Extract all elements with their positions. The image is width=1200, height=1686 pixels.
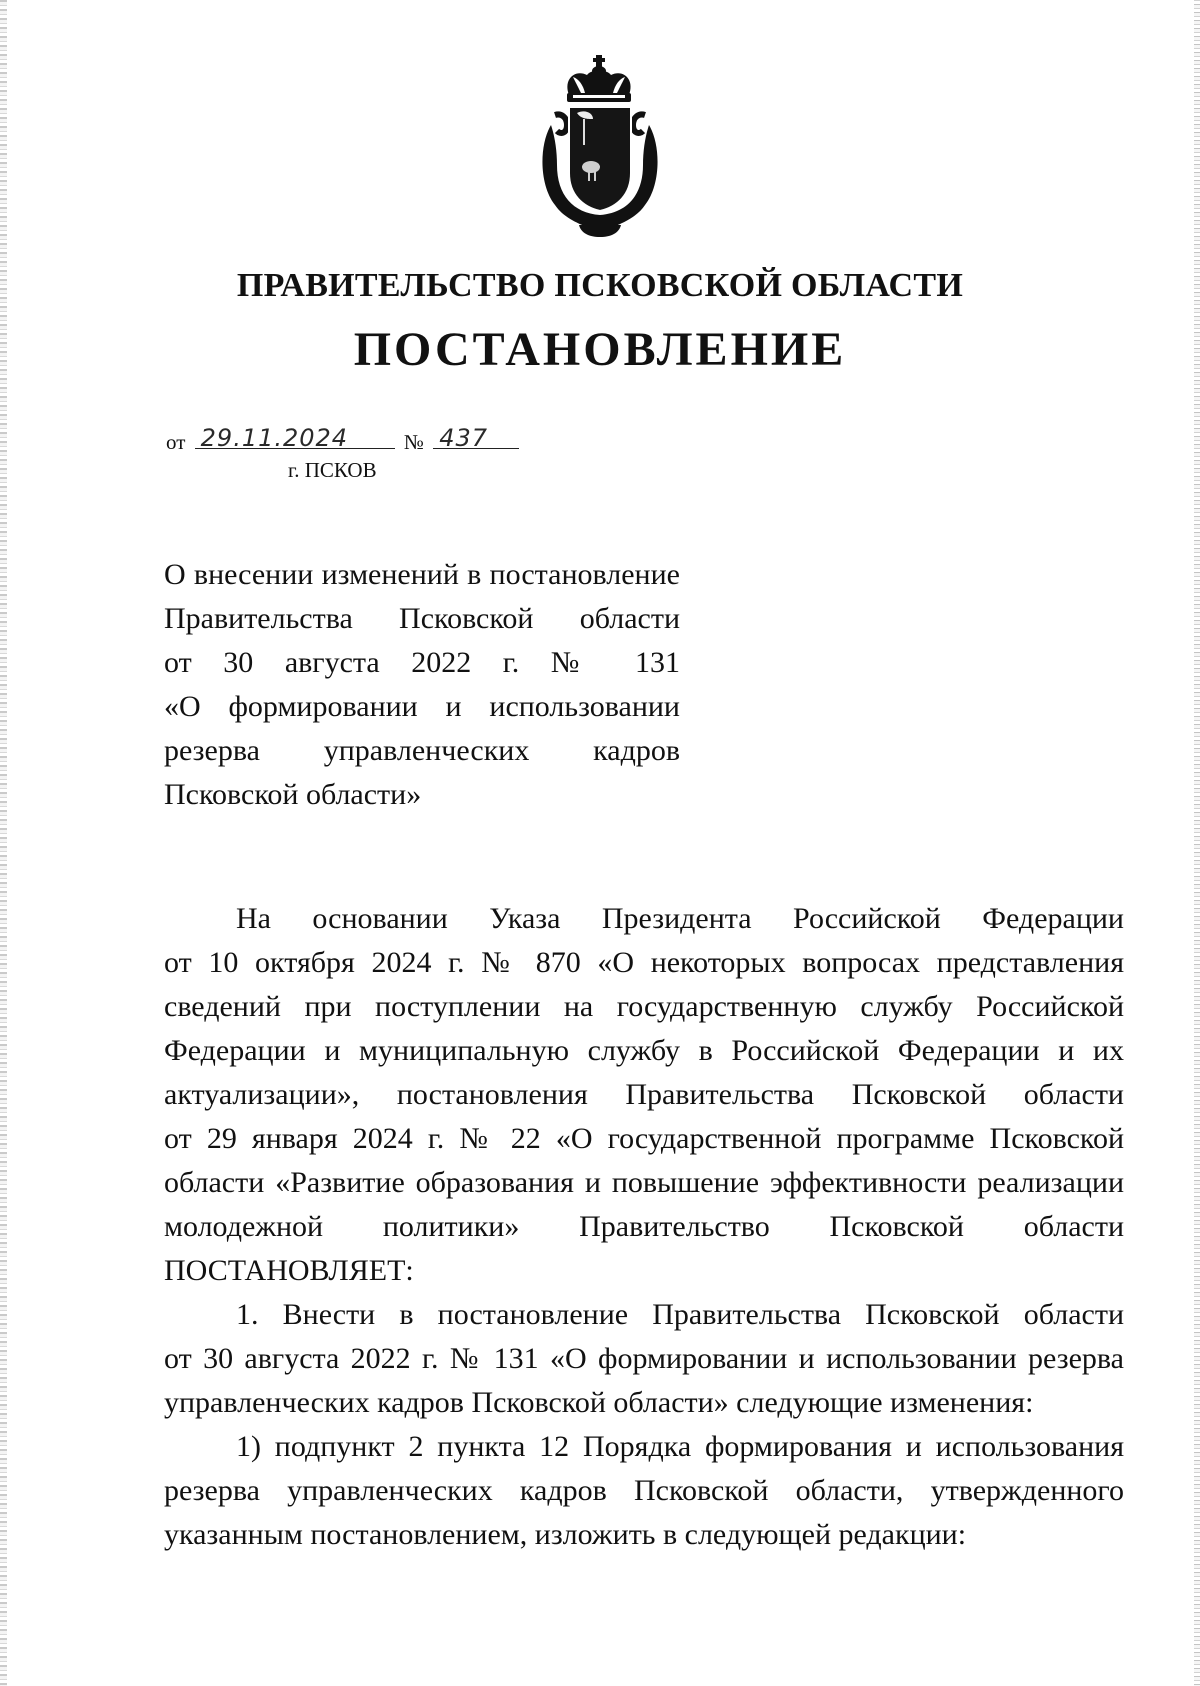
body-line: области «Развитие образования и повышение эффективности реализации <box>164 1166 1124 1199</box>
from-label: от <box>166 430 186 454</box>
body-line: от 29 января 2024 г. № 22 «О государственной программе Псковской <box>164 1122 1124 1155</box>
subject-line: от 30 августа 2022 г. № 131 <box>164 646 680 679</box>
scan-edge-right <box>1194 0 1200 1686</box>
subject-line: Псковской области» <box>164 778 422 811</box>
document-type-title: ПОСТАНОВЛЕНИЕ <box>353 323 847 376</box>
body-line: 1) подпункт 2 пункта 12 Порядка формирования и использования <box>236 1430 1124 1463</box>
body-line: актуализации», постановления Правительства Псковской области <box>164 1078 1124 1111</box>
date-field <box>195 424 395 452</box>
body-line: от 30 августа 2022 г. № 131 «О формировании и использовании резерва <box>164 1342 1124 1375</box>
body-line: от 10 октября 2024 г. № 870 «О некоторых вопросах представления <box>164 946 1124 979</box>
government-title: ПРАВИТЕЛЬСТВО ПСКОВСКОЙ ОБЛАСТИ <box>236 267 964 304</box>
handwritten-number: 437 <box>439 424 489 452</box>
scan-edge-left <box>0 0 7 1686</box>
document-body <box>164 897 1124 1557</box>
city-label: г. ПСКОВ <box>288 458 377 482</box>
body-line: управленческих кадров Псковской области» следующие изменения: <box>164 1386 1034 1419</box>
body-line: сведений при поступлении на государственную службу Российской <box>164 990 1124 1023</box>
body-line: 1. Внести в постановление Правительства Псковской области <box>236 1298 1124 1331</box>
body-line: указанным постановлением, изложить в следующей редакции: <box>164 1518 967 1551</box>
number-field <box>433 424 519 452</box>
coat-of-arms-emblem <box>533 55 667 240</box>
number-label: № <box>403 430 424 454</box>
handwritten-date: 29.11.2024 <box>200 424 349 452</box>
document-date-number-line <box>166 424 519 455</box>
body-line: Федерации и муниципальную службу в Российской Федерации и их <box>164 1034 1124 1067</box>
subject-line: резерва управленческих кадров <box>164 734 680 767</box>
document-subject <box>164 553 680 817</box>
subject-line: «О формировании и использовании <box>164 690 680 723</box>
body-line: молодежной политики» Правительство Псковской области <box>164 1210 1124 1243</box>
subject-line: Правительства Псковской области <box>164 602 680 635</box>
subject-line: О внесении изменений в постановление <box>164 558 680 591</box>
body-line: резерва управленческих кадров Псковской области, утвержденного <box>164 1474 1124 1507</box>
body-line: ПОСТАНОВЛЯЕТ: <box>164 1254 414 1287</box>
body-line: На основании Указа Президента Российской Федерации <box>236 902 1124 935</box>
